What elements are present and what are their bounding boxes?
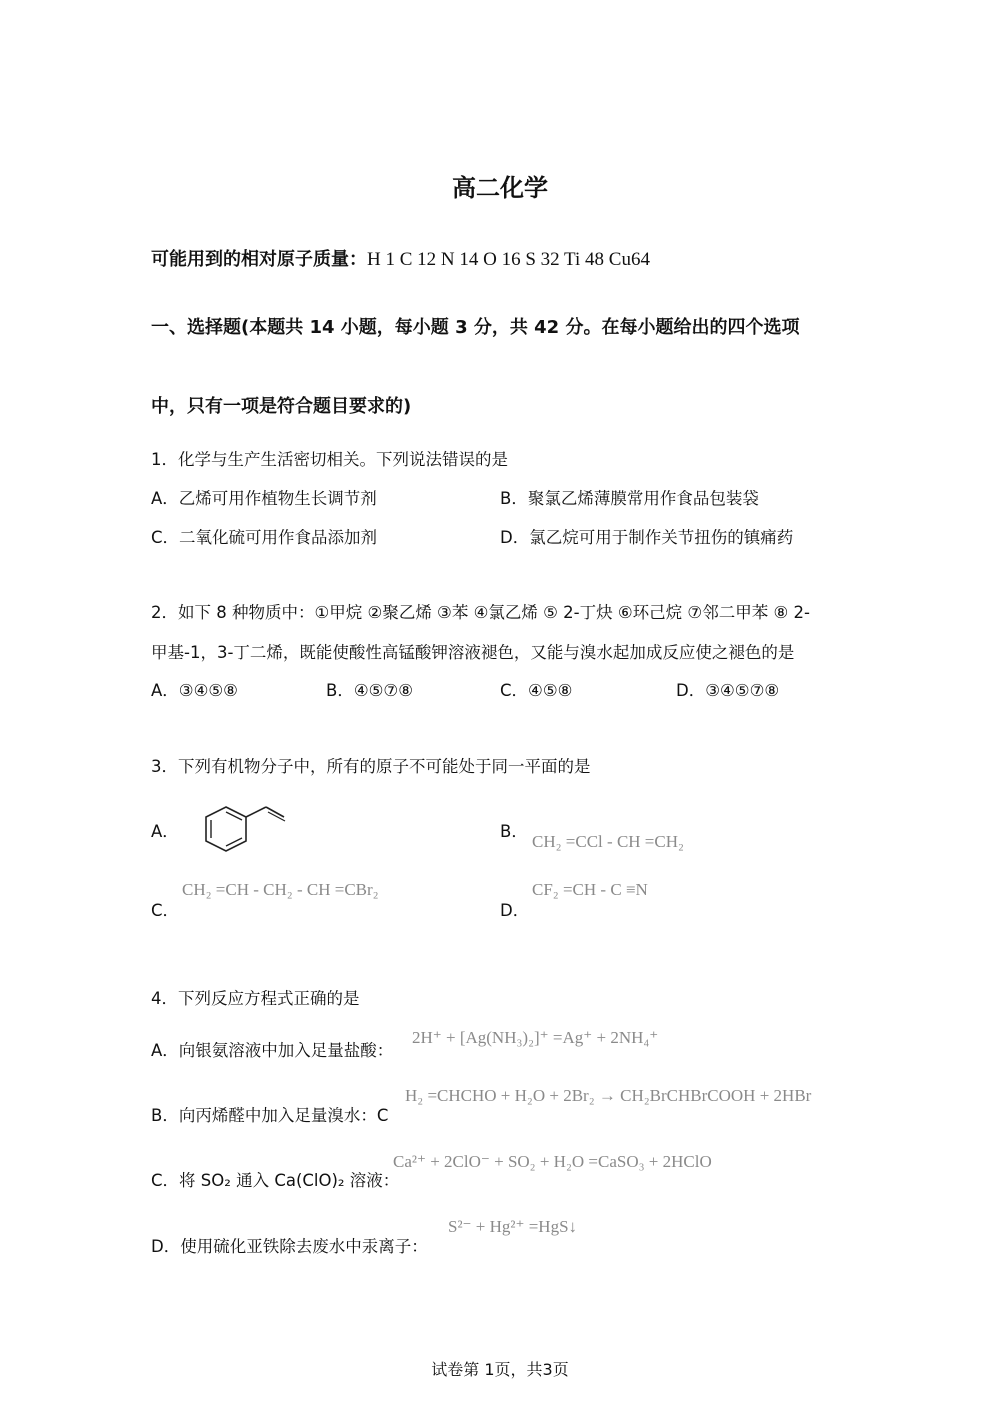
q1-option-d: D．氯乙烷可用于制作关节扭伤的镇痛药 (500, 528, 794, 547)
q2-option-b: B．④⑤⑦⑧ (326, 681, 413, 700)
q4-option-d-label: D．使用硫化亚铁除去废水中汞离子： (151, 1237, 428, 1256)
q2-option-d: D．③④⑤⑦⑧ (676, 681, 780, 700)
atomic-mass-line (151, 245, 650, 271)
q4-option-a-formula: 2H⁺ + [Ag(NH₃)₂]⁺ =Ag⁺ + 2NH₄⁺ (412, 1028, 659, 1047)
atomic-mass-values: H 1 C 12 N 14 O 16 S 32 Ti 48 Cu64 (367, 249, 650, 270)
styrene-structure-image (200, 803, 290, 855)
q4-stem: 4．下列反应方程式正确的是 (151, 989, 360, 1008)
q1-option-b: B．聚氯乙烯薄膜常用作食品包装袋 (500, 489, 759, 508)
q2-option-c: C．④⑤⑧ (500, 681, 573, 700)
q4-option-d-formula: S²⁻ + Hg²⁺ =HgS↓ (448, 1217, 578, 1236)
q2-stem-line1: 2．如下 8 种物质中：①甲烷 ②聚乙烯 ③苯 ④氯乙烯 ⑤ 2-丁炔 ⑥环己烷 ⑦邻二甲苯 ⑧ 2- (151, 603, 810, 622)
q4-option-c-label: C．将 SO₂ 通入 Ca(ClO)₂ 溶液： (151, 1171, 400, 1190)
q3-option-b-label: B． (500, 822, 528, 841)
q3-option-d-formula: CF₂ =CH - C ≡N (532, 880, 648, 899)
q1-option-a: A．乙烯可用作植物生长调节剂 (151, 489, 377, 508)
section-heading-line2: 中，只有一项是符合题目要求的) (151, 396, 412, 417)
section-heading-line1: 一、选择题(本题共 14 小题，每小题 3 分，共 42 分。在每小题给出的四个选项 (151, 317, 800, 338)
q1-stem: 1．化学与生产生活密切相关。下列说法错误的是 (151, 450, 508, 469)
q4-option-c-formula: Ca²⁺ + 2ClO⁻ + SO₂ + H₂O =CaSO₃ + 2HClO (393, 1152, 712, 1171)
q1-option-c: C．二氧化硫可用作食品添加剂 (151, 528, 378, 547)
q2-option-a: A．③④⑤⑧ (151, 681, 238, 700)
q3-option-c-formula: CH₂ =CH - CH₂ - CH =CBr₂ (182, 880, 379, 899)
atomic-mass-label: 可能用到的相对原子质量： (151, 249, 367, 270)
q4-option-b-label: B．向丙烯醛中加入足量溴水：C (151, 1106, 389, 1125)
q3-stem: 3．下列有机物分子中，所有的原子不可能处于同一平面的是 (151, 757, 591, 776)
q3-option-a-label: A． (151, 822, 179, 841)
page-footer: 试卷第 1页，共3页 (431, 1360, 569, 1379)
q2-stem-line2: 甲基-1，3-丁二烯，既能使酸性高锰酸钾溶液褪色，又能与溴水起加成反应使之褪色的是 (151, 643, 795, 662)
q3-option-d-label: D． (500, 901, 530, 920)
q3-option-c-label: C． (151, 901, 180, 920)
q4-option-a-label: A．向银氨溶液中加入足量盐酸： (151, 1041, 394, 1060)
q4-option-b-formula: H₂ =CHCHO + H₂O + 2Br₂ → CH₂BrCHBrCOOH + 2HBr (405, 1086, 812, 1105)
page-title: 高二化学 (452, 174, 548, 202)
q3-option-b-formula: CH₂ =CCl - CH =CH₂ (532, 832, 684, 851)
